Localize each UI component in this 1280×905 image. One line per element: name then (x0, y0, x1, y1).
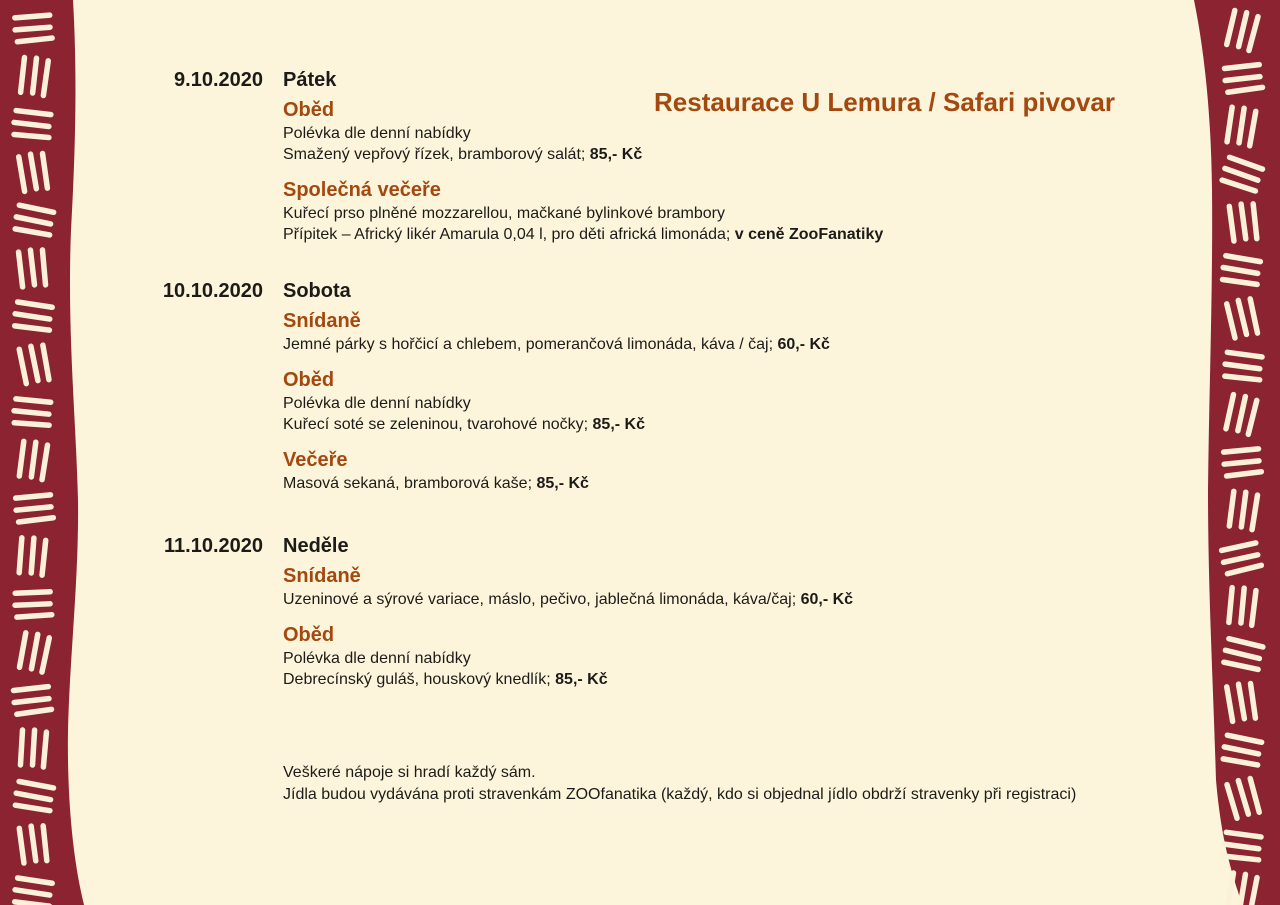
footer-notes (283, 762, 1183, 805)
day-date: 9.10.2020 (174, 69, 263, 91)
day-date: 11.10.2020 (164, 535, 263, 557)
footer-line: Jídla budou vydávána proti stravenkám ZOOfanatika (každý, kdo si objednal jídlo obdrží stravenky při registraci) (283, 785, 1077, 803)
meal-name: Snídaně (283, 565, 361, 587)
meal-block-obed (283, 369, 1163, 435)
meal-name: Společná večeře (283, 179, 441, 201)
day-header (162, 280, 1163, 302)
day-section-sobota (162, 280, 1163, 494)
dish-line: Kuřecí prso plněné mozzarellou, mačkané bylinkové brambory (283, 205, 725, 222)
price: v ceně ZooFanatiky (734, 226, 884, 243)
dish-line: Uzeninové a sýrové variace, máslo, pečivo, jablečná limonáda, káva/čaj; 60,- Kč (283, 591, 854, 608)
meal-name: Snídaně (283, 310, 361, 332)
tribal-border-right-icon (1180, 0, 1280, 905)
meal-block-snidane (283, 310, 1163, 355)
day-section-nedele (164, 535, 1163, 690)
day-header (174, 69, 1163, 91)
dish-line: Polévka dle denní nabídky (283, 125, 471, 142)
day-date: 10.10.2020 (162, 280, 263, 302)
dish-line: Polévka dle denní nabídky (283, 650, 471, 667)
meal-block-snidane (283, 565, 1163, 610)
dish-line: Kuřecí soté se zeleninou, tvarohové nočky; 85,- Kč (283, 416, 645, 433)
meal-name: Oběd (283, 369, 335, 391)
meal-block-obed (283, 624, 1163, 690)
dish-line: Debrecínský guláš, houskový knedlík; 85,- Kč (283, 671, 608, 688)
dish-line: Přípitek – Africký likér Amarula 0,04 l, pro děti africká limonáda; v ceně ZooFanatiky (283, 226, 884, 243)
price: 85,- Kč (536, 475, 589, 492)
meal-name: Oběd (283, 99, 335, 121)
day-name: Sobota (283, 280, 351, 302)
dish-line: Masová sekaná, bramborová kaše; 85,- Kč (283, 475, 589, 492)
tribal-border-left-icon (0, 0, 100, 905)
price: 85,- Kč (592, 416, 645, 433)
dish-line: Smažený vepřový řízek, bramborový salát; 85,- Kč (283, 146, 643, 163)
day-name: Pátek (283, 69, 337, 91)
meal-block-vecere (283, 449, 1163, 494)
dish-line: Jemné párky s hořčicí a chlebem, pomerančová limonáda, káva / čaj; 60,- Kč (283, 336, 830, 353)
price: 85,- Kč (555, 671, 608, 688)
day-section-patek (174, 69, 1163, 245)
meal-block-obed (283, 99, 1163, 165)
meal-block-spolecna-vecere (283, 179, 1163, 245)
meal-name: Oběd (283, 624, 335, 646)
day-name: Neděle (283, 535, 349, 557)
price: 85,- Kč (589, 146, 643, 163)
dish-line: Polévka dle denní nabídky (283, 395, 471, 412)
day-header (164, 535, 1163, 557)
footer-line: Veškeré nápoje si hradí každý sám. (283, 764, 536, 781)
page-title: Restaurace U Lemura / Safari pivovar (654, 87, 1115, 118)
meal-name: Večeře (283, 449, 348, 471)
price: 60,- Kč (777, 336, 830, 353)
price: 60,- Kč (800, 591, 854, 608)
